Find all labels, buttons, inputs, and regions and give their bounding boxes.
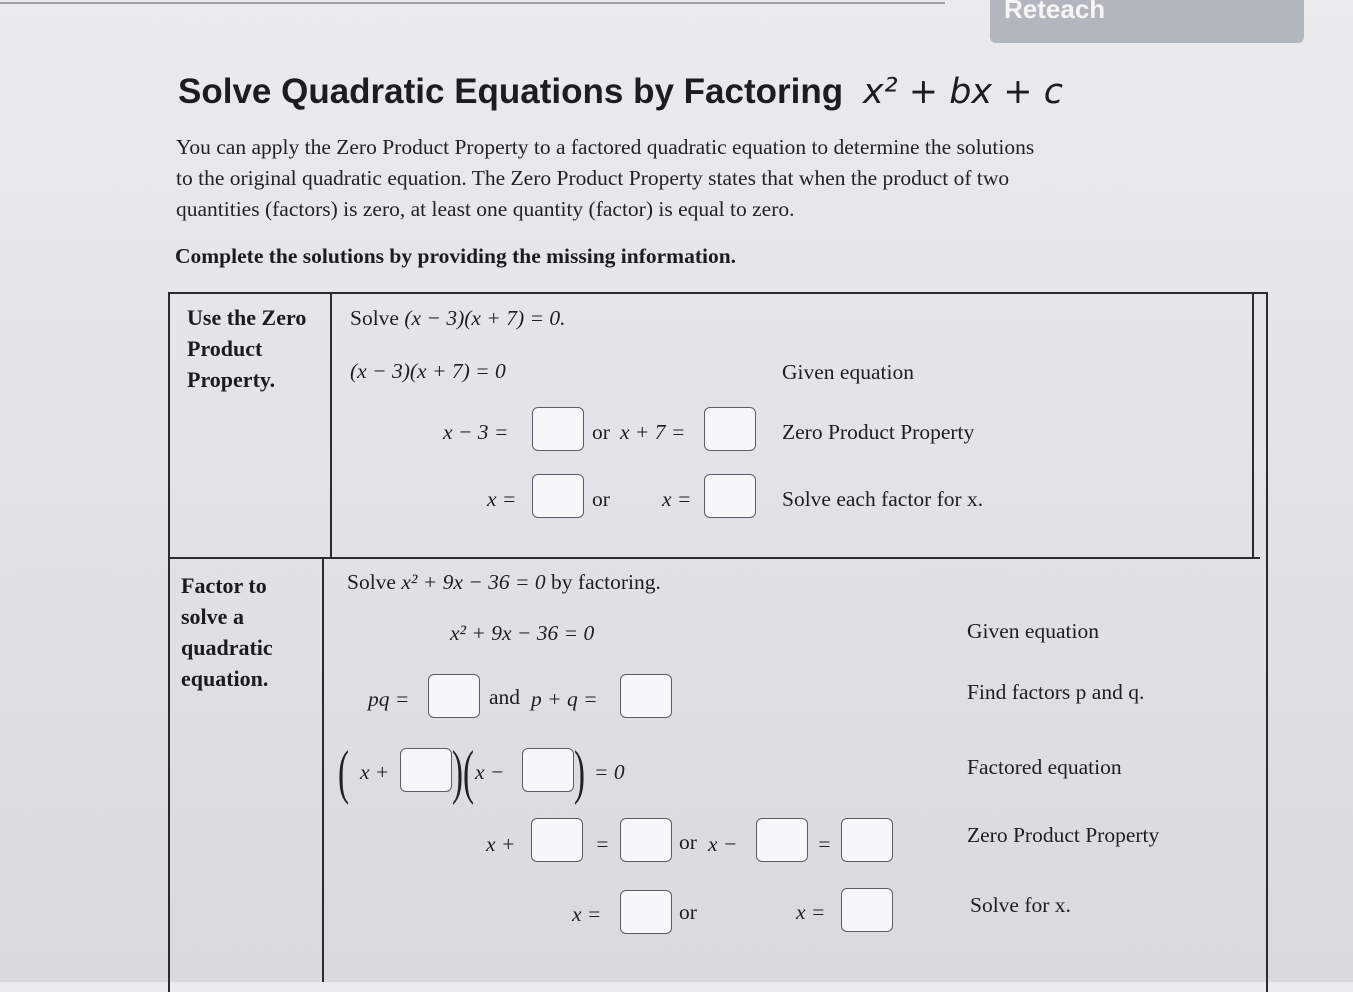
section2-and: and [489, 685, 521, 709]
title-math-term-1: x² [862, 72, 898, 112]
section1-label: Use the Zero Product Property. [187, 305, 307, 392]
section2-label: Factor to solve a quadratic equation. [181, 573, 273, 691]
title-math-term-2: bx [949, 72, 993, 112]
section2-factor-a: x + [360, 760, 390, 784]
section2-given-equation: x² + 9x − 36 = 0 [450, 621, 595, 645]
title-text: Solve Quadratic Equations by Factoring [178, 72, 844, 111]
section1-or-2: or [592, 487, 610, 511]
section1-note-solve: Solve each factor for x. [782, 487, 984, 511]
section2-x1: x = [572, 902, 602, 926]
section1-given-equation: (x − 3)(x + 7) = 0 [350, 359, 506, 383]
page-title [178, 72, 1063, 112]
paren-open-2: ( [463, 739, 474, 805]
section1-prompt [350, 306, 565, 331]
answer-box-s2-factor-a[interactable] [400, 748, 452, 792]
answer-box-s2-pq[interactable] [428, 674, 480, 718]
section2-prompt-equation: x² + 9x − 36 = 0 [401, 570, 546, 594]
section2-note-solve: Solve for x. [970, 893, 1071, 917]
section2-zpp-b: x − [708, 832, 738, 856]
exercise-table [168, 292, 1268, 992]
section1-prompt-equation: (x − 3)(x + 7) = 0. [404, 306, 566, 330]
answer-box-s2-zpp-b-value[interactable] [841, 818, 893, 862]
answer-box-s1-x1[interactable] [532, 474, 584, 518]
section2-x2: x = [796, 900, 826, 924]
section2-zpp-eq1: = [595, 832, 610, 856]
instructions: Complete the solutions by providing the missing information. [175, 244, 737, 268]
section2-pq: pq = [368, 687, 410, 711]
section1-x1: x = [487, 487, 517, 511]
section1-or-1: or [592, 420, 610, 444]
section1-factor1: x − 3 = [443, 420, 509, 444]
section1-prompt-word: Solve [350, 306, 399, 330]
table-divider-top [330, 293, 332, 558]
section2-zpp-a: x + [486, 832, 516, 856]
paren-open-1: ( [338, 739, 349, 805]
table-row-divider [168, 557, 1260, 559]
reteach-tab: Reteach [990, 0, 1304, 43]
section2-factor-b: x − [475, 760, 505, 784]
section1-x2: x = [662, 487, 692, 511]
section2-or-1: or [679, 830, 697, 854]
section2-note-factors: Find factors p and q. [967, 680, 1145, 704]
section1-note-given: Given equation [782, 360, 914, 384]
answer-box-s2-zpp-a[interactable] [531, 818, 583, 862]
section1-factor2: x + 7 = [620, 420, 686, 444]
answer-box-s1-factor2[interactable] [704, 407, 756, 451]
answer-box-s2-sum[interactable] [620, 674, 672, 718]
section2-note-factored: Factored equation [967, 755, 1122, 779]
answer-box-s1-factor1[interactable] [532, 407, 584, 451]
answer-box-s2-zpp-b[interactable] [756, 818, 808, 862]
intro-paragraph: You can apply the Zero Product Property to a factored quadratic equation to determine the solutions to the original quadratic equation. The Zero Product Property states that when the product of two quantities (factors) is zero, at least one quantity (factor) is equal to zero. [176, 135, 1035, 221]
section2-sum: p + q = [531, 687, 598, 711]
title-math [863, 72, 1063, 112]
section2-or-2: or [679, 900, 697, 924]
section1-note-zpp: Zero Product Property [782, 420, 975, 444]
section2-factored-eq: = 0 [594, 760, 625, 784]
table-divider-bottom [322, 558, 324, 982]
table-right-edge-top [1252, 293, 1254, 558]
section2-note-given: Given equation [967, 619, 1099, 643]
title-math-plus-2: + [1003, 72, 1033, 112]
paren-close-2: ) [574, 739, 585, 805]
section2-prompt [347, 570, 661, 595]
answer-box-s2-zpp-a-value[interactable] [620, 818, 672, 862]
title-math-plus-1: + [908, 72, 939, 112]
answer-box-s2-x1[interactable] [620, 890, 672, 934]
answer-box-s2-factor-b[interactable] [522, 748, 574, 792]
answer-box-s2-x2[interactable] [841, 888, 893, 932]
answer-box-s1-x2[interactable] [704, 474, 756, 518]
section2-prompt-tail: by factoring. [551, 570, 661, 594]
paren-close-1: ) [452, 739, 463, 805]
section2-note-zpp: Zero Product Property [967, 823, 1160, 847]
top-rule [0, 2, 945, 4]
title-math-term-3: c [1043, 72, 1064, 112]
section2-prompt-word: Solve [347, 570, 396, 594]
section2-zpp-eq2: = [817, 832, 832, 856]
